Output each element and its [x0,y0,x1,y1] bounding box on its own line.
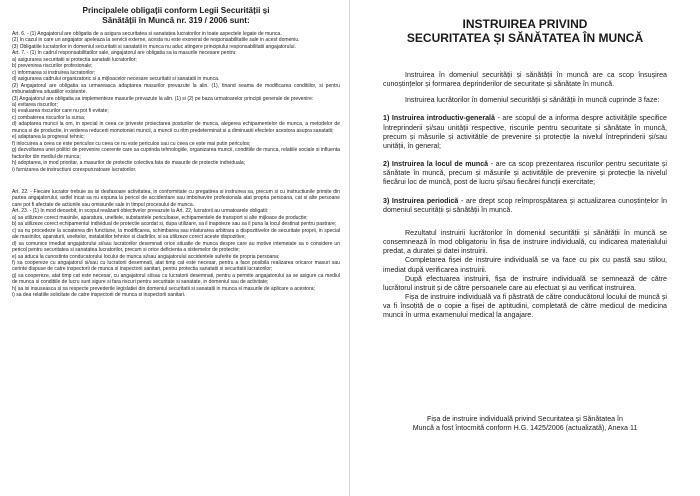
law-paragraph: h) adoptarea, in mod prioritar, a masurilor de protectie colectiva fata de masurile de protectie individuala; [12,160,246,167]
phase-2-paragraph [383,160,667,187]
footer-note [383,415,667,433]
footer-line-1: Fișa de instruire individuală privind Securitatea și Sănătatea în [427,415,623,423]
law-paragraph: c) combaterea riscurilor la sursa; [12,114,86,121]
law-paragraph: i) sa dea relatiile solicitate de catre inspectorii de munca si inspectorii sanitari. [12,292,186,299]
law-paragraph: e) sa aduca la cunostinta conducatorului locului de munca si/sau angajatorului accidentele suferite de propria persoana; [12,253,280,260]
law-paragraph: h) sa isi insuseasca si sa respecte prevederile legislatiei din domeniul securitatii si sanatatii in munca si masurile de aplicare a acestora; [12,285,315,292]
phases-intro-paragraph: Instruirea lucrătorilor în domeniul securității și sănătății în muncă cuprinde 3 faze: [405,96,660,105]
phase-1-paragraph [383,114,667,151]
right-title-line-2: SECURITATEA ȘI SĂNĂTATEA ÎN MUNCĂ [406,30,644,45]
law-paragraph: c) sa nu procedeze la scoaterea din functiune, la modificarea, schimbarea sau inlaturarea arbitrara a dispozitivelor de securitate proprii, in special ale masinilor, aparaturii, uneltelor, instalatiilor tehnice si cladirilor, si sa utilizeze corect aceste dispozitive; [12,227,340,241]
law-paragraph: (2) Angajatorul are obligatia sa urmareasca adaptarea masurilor prevazute la alin. (1), tinand seama de modificarea conditiilor, si pentru imbunatatirea situatiilor existente. [12,82,340,96]
law-paragraph: g) sa coopereze, atat timp cat este necesar, cu angajatorul si/sau cu lucratorii desemnati, pentru a permite angajatorului sa se asigure ca mediul de munca si conditiile de lucru sunt sigure si fara riscuri pentru securitate si sanatate, in domeniul sau de activitate; [12,272,340,286]
right-page-title [383,18,667,45]
law-paragraph: b) evaluarea riscurilor care nu pot fi evitate; [12,108,109,115]
phase-3-heading: 3) Instruirea periodică [383,196,459,205]
phase-1-text: - are scopul de a informa despre activitățile specifice întreprinderii și/sau unității respective, riscurile pentru securitate și sănătate în muncă, precum și măsurile și activitățile de prevenire și protecție la nivelul întreprinderii și/sau unității, în general; [383,114,667,150]
law-paragraph: b) prevenirea riscurilor profesionale; [12,63,93,70]
law-paragraph: (3) Angajatorul are obligatia sa implementeze masurile prevazute la alin. (1) si (2) pe baza urmatoarelor principii generale de prevenire: [12,95,314,102]
phase-3-paragraph [383,197,667,215]
signature-paragraph: După efectuarea instruirii, fișa de instruire individuală se semnează de către lucrătorul instruit și de către persoanele care au efectuat și au verificat instruirea. [383,274,667,292]
phase-3-text: - are drept scop reîmprospătarea și actualizarea cunoștințelor în domeniul securității și sănătății în muncă. [383,196,667,214]
phase-1-heading: 1) Instruirea introductiv-generală [383,114,495,123]
law-paragraph: (3) Obligatiile lucratorilor in domeniul securitatii si sanatatii in munca nu aduc atingere principiului responsabilitatii angajatorului. [12,43,296,50]
left-page [12,6,340,492]
worker-obligations-block [12,189,340,299]
law-paragraph: Art. 23. - (1) In mod deosebit, in scopul realizarii obiectivelor prevazute la Art. 22, lucratorii au urmatoarele obligatii: [12,208,269,215]
law-paragraph: (2) In cazul in care un angajator apeleaza la servicii externe, acesta nu este exonerat de responsabilitatile sale in acest domeniu. [12,37,300,44]
law-paragraph: i) furnizarea de instructiuni corespunzatoare lucratorilor. [12,166,137,173]
left-title-line-1: Principalele obligații conform Legii Securității și [82,6,270,15]
law-paragraph: e) adaptarea la progresul tehnic; [12,134,85,141]
law-paragraph: f) sa coopereze cu angajatorul si/sau cu lucratorii desemnati, atat timp cat este necesar, pentru a face posibila realizarea oricaror masuri sau cerinte dispuse de catre inspectorii de munca si inspectorii sanitari, pentru protectia sanatatii si securitatii lucratorilor; [12,259,340,273]
storage-paragraph: Fișa de instruire individuală va fi păstrată de către conducătorul locului de muncă și va fi însoțită de o copie a fișei de aptitudini, completată de către medicul de medicina muncii în urma examenului medical la angajare. [383,292,667,320]
law-paragraph: Art. 6. - (1) Angajatorul are obligatia de a asigura securitatea si sanatatea lucratorilor in toate aspectele legate de munca. [12,31,282,37]
left-title-line-2: Sănătății în Muncă nr. 319 / 2006 sunt: [102,15,250,25]
law-paragraph: a) evitarea riscurilor; [12,101,58,108]
right-title-line-1: INSTRUIREA PRIVIND [462,17,588,31]
page-fold-divider [349,0,350,496]
phase-2-heading: 2) Instruirea la locul de muncă [383,160,489,169]
result-paragraph: Rezultatul instruirii lucrătorilor în domeniul securității și sănătății în muncă se consemnează în mod obligatoriu în fișa de instruire individuală, cu indicarea materialului predat, a duratei și datei instruirii. [383,228,667,256]
training-body [383,71,667,320]
left-page-title [12,6,340,25]
law-paragraph: d) adaptarea muncii la om, in special in ceea ce priveste proiectarea posturilor de munca, alegerea echipamentelor de munca, a metodelor de munca si de productie, in vederea reducerii monotoniei muncii, a muncii cu ritm predeterminat si a diminuarii efectelor acestora asupra sanatatii; [12,121,340,134]
intro-paragraph: Instruirea în domeniul securității și sănătății în muncă are ca scop însușirea cunoștințelor și formarea deprinderilor de securitate și sănătate în muncă. [383,71,667,89]
block-spacer [12,173,340,189]
law-paragraph: g) dezvoltarea unei politici de prevenire coerente care sa cuprinda tehnologiile, organizarea muncii, conditiile de munca, relatiile sociale si influenta factorilor din mediul de munca; [12,147,340,160]
footer-line-2: Muncă a fost întocmită conform H.G. 1425/2006 (actualizată), Anexa 11 [412,424,638,433]
law-paragraph: b) sa utilizeze corect echipamentul individual de protectie acordat si, dupa utilizare, sa il inapoieze sau sa il puna la locul destinat pentru pastrare; [12,221,337,228]
law-paragraph: d) sa comunice imediat angajatorului si/sau lucratorilor desemnati orice situatie de munca despre care au motive intemeiate sa o considere un pericol pentru securitatea si sanatatea lucratorilor, precum si orice deficienta a sistemelor de protectie; [12,240,340,254]
completion-paragraph: Completarea fișei de instruire individuală se va face cu pix cu pastă sau stilou, imediat după verificarea instruirii. [383,256,667,274]
law-paragraph: f) inlocuirea a ceea ce este periculos cu ceea ce nu este periculos sau cu ceea ce este mai putin periculos; [12,140,251,147]
law-paragraph: Art. 22. - Fiecare lucrator trebuie sa isi desfasoare activitatea, in conformitate cu pregatirea si instruirea sa, precum si cu instructiunile primite din partea angajatorului, astfel incat sa nu expuna la pericol de accidentare sau imbolnavire profesionala atat propria persoana, cat si alte persoane care pot fi afectate de actiunile sau omisiunile sale in timpul procesului de munca. [12,188,340,208]
law-paragraph: Art. 7. - (1) In cadrul responsabilitatilor sale, angajatorul are obligatia sa ia masurile necesare pentru: [12,50,237,57]
right-page [383,18,667,488]
law-paragraph: a) sa utilizeze corect masinile, aparatura, uneltele, substantele periculoase, echipamentele de transport si alte mijloace de productie; [12,214,308,221]
law-paragraph: a) asigurarea securitatii si protectia sanatatii lucratorilor; [12,56,137,63]
employer-obligations-block [12,31,340,173]
law-paragraph: d) asigurarea cadrului organizatoric si a mijloacelor necesare securitatii si sanatatii in munca. [12,76,220,83]
law-paragraph: c) informarea si instruirea lucratorilor; [12,69,96,76]
phase-2-text: - are ca scop prezentarea riscurilor pentru securitate și sănătate în muncă, precum și măsurile și activitățile de prevenire și protecție la nivelul fiecărui loc de muncă, post de lucru și/sau fiecărei funcții exercitate; [383,160,667,187]
